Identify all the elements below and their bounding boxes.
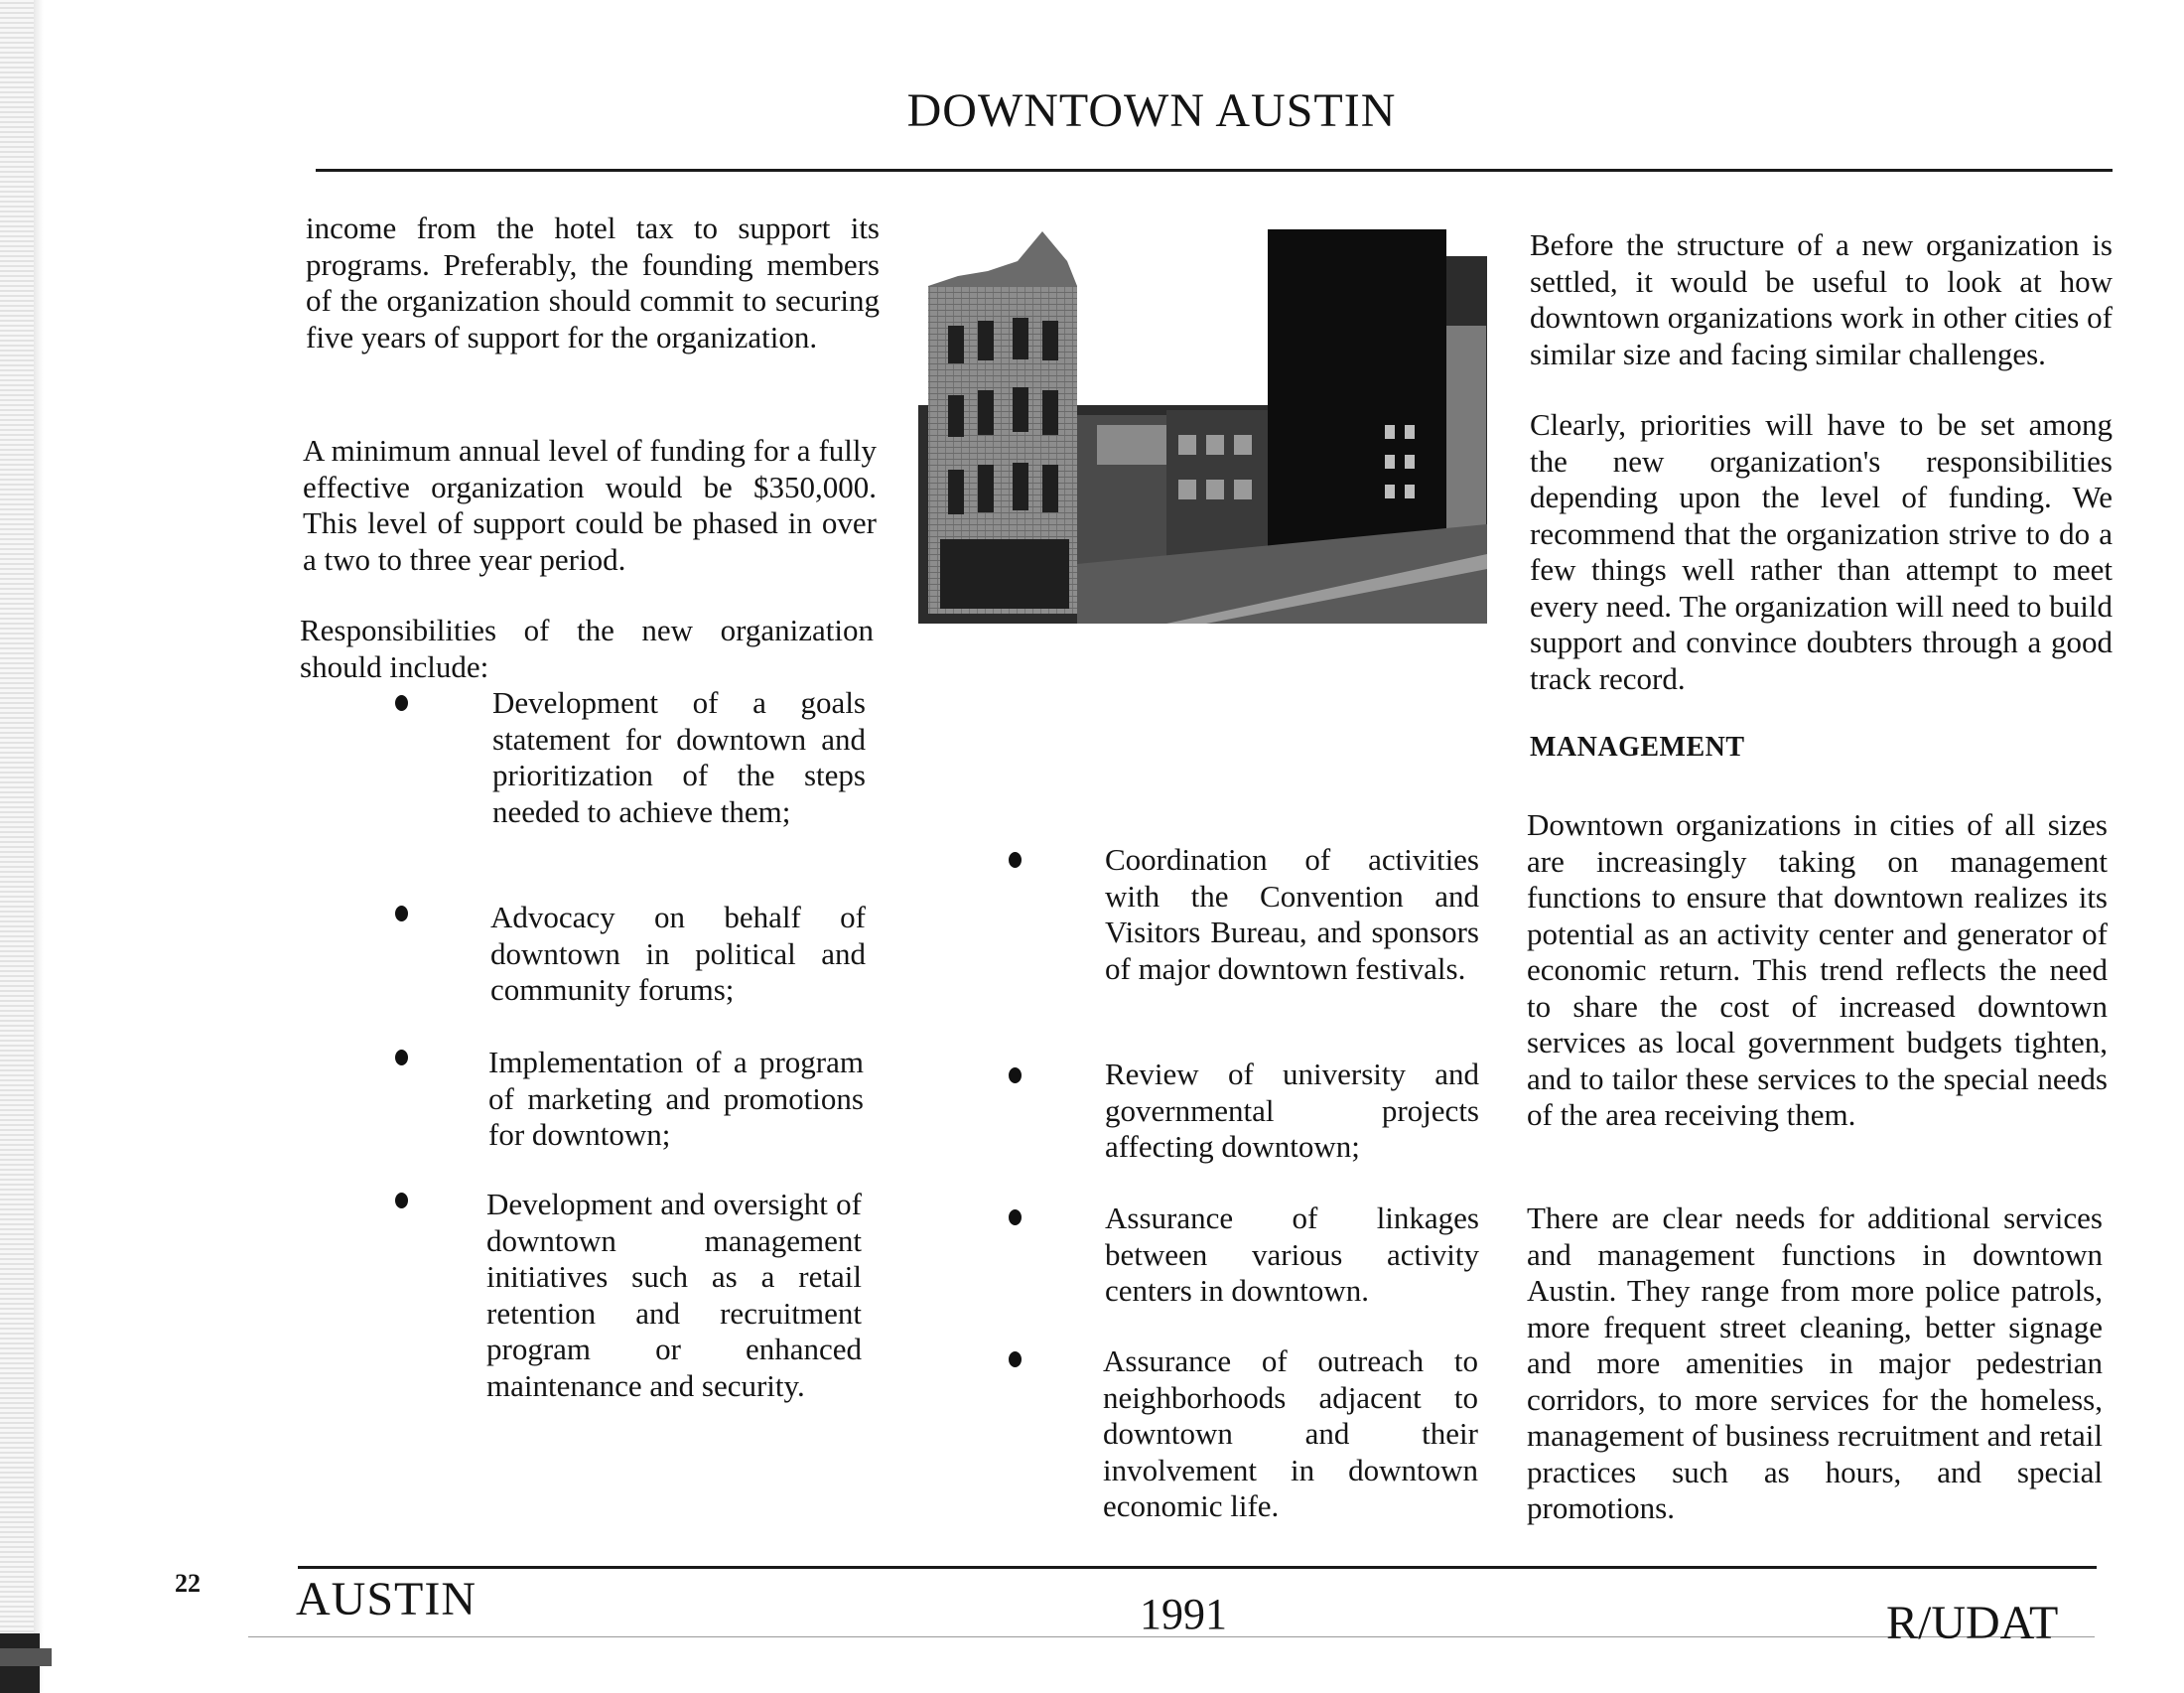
bullet-marker xyxy=(1009,852,1022,868)
left-paragraph-2: A minimum annual level of funding for a fully effective organization would be $350,000. This level of support could be phased in over a two to three year period. xyxy=(303,433,877,577)
bullet-marker xyxy=(395,906,408,921)
bullet-marker xyxy=(395,1193,408,1208)
left-paragraph-1: income from the hotel tax to support its programs. Preferably, the founding members of the organization should commit to securing five years of support for the organization. xyxy=(306,211,880,354)
footer-city: AUSTIN xyxy=(296,1573,477,1625)
middle-bullet-2: Review of university and governmental projects affecting downtown; xyxy=(1105,1057,1479,1164)
left-paragraph-3: Responsibilities of the new organization should include: xyxy=(300,613,874,684)
right-paragraph-2: Clearly, priorities will have to be set among the new organization's responsibilities depending upon the level of funding. We recommend that the organization strive to do a few things well rather than attempt to meet every need. The organization will need to build support and convince doubters through a good track record. xyxy=(1530,407,2113,696)
middle-bullet-3: Assurance of linkages between various activity centers in downtown. xyxy=(1105,1200,1479,1308)
bullet-marker xyxy=(1009,1067,1022,1083)
middle-bullet-4: Assurance of outreach to neighborhoods adjacent to downtown and their involvement in downtown economic life. xyxy=(1103,1343,1478,1523)
right-paragraph-1: Before the structure of a new organization is settled, it would be useful to look at how downtown organizations work in other cities of similar size and facing similar challenges. xyxy=(1530,227,2113,371)
downtown-buildings-photo xyxy=(918,226,1487,624)
binding-mark-2 xyxy=(0,1648,52,1666)
left-bullet-2: Advocacy on behalf of downtown in political and community forums; xyxy=(490,900,866,1007)
page-number: 22 xyxy=(175,1569,201,1598)
page-title: DOWNTOWN AUSTIN xyxy=(906,84,1397,137)
footer-year: 1991 xyxy=(1140,1590,1227,1638)
left-bullet-3: Implementation of a program of marketing and promotions for downtown; xyxy=(488,1045,864,1152)
left-bullet-1: Development of a goals statement for downtown and prioritization of the steps needed to achieve them; xyxy=(492,685,866,829)
footer-publisher: R/UDAT xyxy=(1886,1597,2059,1649)
management-heading: MANAGEMENT xyxy=(1530,732,1745,763)
management-paragraph-2: There are clear needs for additional services and management functions in downtown Austin. They range from more police patrols, more frequent street cleaning, better signage and more amenities in major pedestrian corridors, to more services for the homeless, management of business recruitment and retail practices such as hours, and special promotions. xyxy=(1527,1200,2103,1525)
bullet-marker xyxy=(1009,1209,1022,1225)
left-bullet-4: Development and oversight of downtown management initiatives such as a retail retention and recruitment program or enhanced maintenance and security. xyxy=(486,1187,862,1403)
header-rule xyxy=(316,169,2113,172)
middle-bullet-1: Coordination of activities with the Convention and Visitors Bureau, and sponsors of major downtown festivals. xyxy=(1105,842,1479,986)
bullet-marker xyxy=(1009,1351,1022,1367)
management-paragraph-1: Downtown organizations in cities of all sizes are increasingly taking on management functions to ensure that downtown realizes its potential as an activity center and generator of economic return. This trend reflects the need to share the cost of increased downtown services as local government budgets tighten, and to tailor these services to the special needs of the area receiving them. xyxy=(1527,807,2108,1132)
footer-rule xyxy=(298,1566,2097,1569)
bullet-marker xyxy=(395,695,408,711)
bullet-marker xyxy=(395,1050,408,1065)
scan-edge xyxy=(0,0,34,1692)
scan-shadow xyxy=(34,0,44,1692)
